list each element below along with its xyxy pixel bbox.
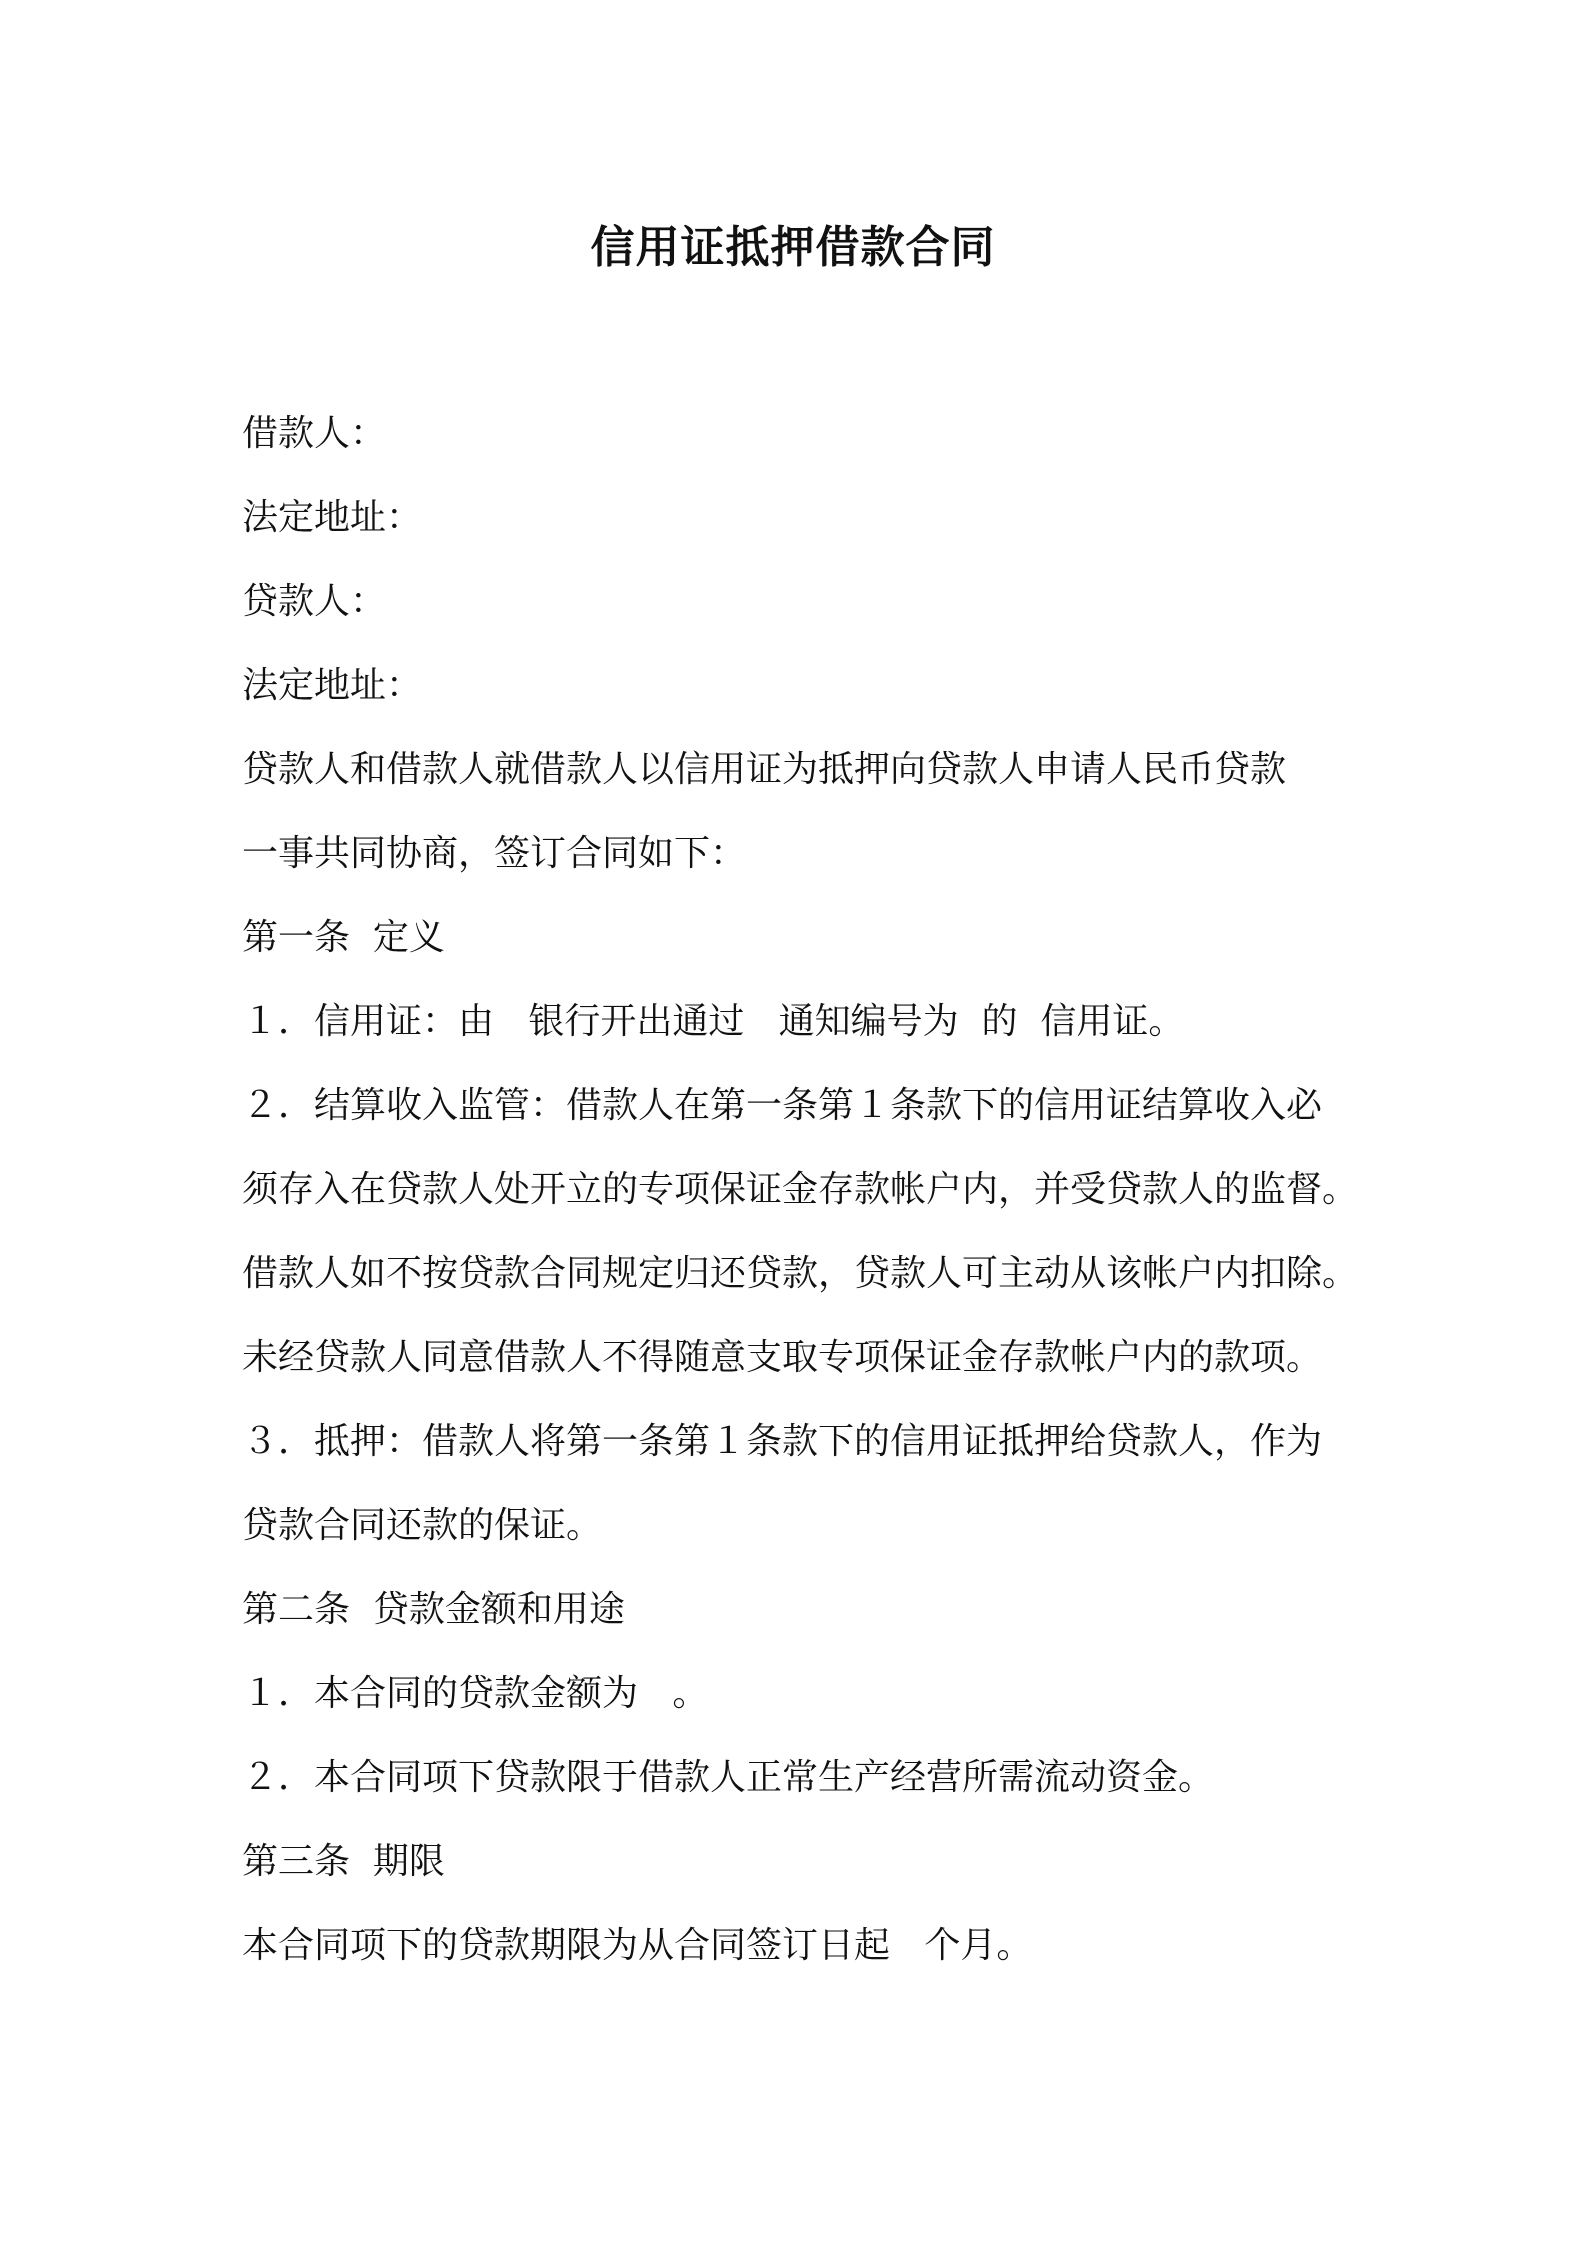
borrower-address-label: 法定地址： bbox=[242, 497, 423, 538]
lender-address-label: 法定地址： bbox=[242, 665, 423, 706]
article-1-line-3: 须存入在贷款人处开立的专项保证金存款帐户内，并受贷款人的监督。 bbox=[242, 1169, 1359, 1210]
article-2-heading: 第二条 贷款金额和用途 bbox=[242, 1589, 625, 1630]
article-1-line-5: 未经贷款人同意借款人不得随意支取专项保证金存款帐户内的款项。 bbox=[242, 1337, 1323, 1378]
article-1-line-7: 贷款合同还款的保证。 bbox=[242, 1505, 603, 1546]
article-2-line-1: １．本合同的贷款金额为 。 bbox=[242, 1673, 709, 1714]
preamble-line-1: 贷款人和借款人就借款人以信用证为抵押向贷款人申请人民币贷款 bbox=[242, 749, 1287, 790]
borrower-label: 借款人： bbox=[242, 413, 387, 454]
article-1-line-4: 借款人如不按贷款合同规定归还贷款，贷款人可主动从该帐户内扣除。 bbox=[242, 1253, 1359, 1294]
preamble-line-2: 一事共同协商，签订合同如下： bbox=[242, 833, 747, 874]
document-title: 信用证抵押借款合同 bbox=[590, 222, 996, 273]
lender-label: 贷款人： bbox=[242, 581, 387, 622]
article-2-line-2: ２．本合同项下贷款限于借款人正常生产经营所需流动资金。 bbox=[242, 1757, 1215, 1798]
article-1-heading: 第一条 定义 bbox=[242, 917, 445, 958]
article-1-line-1: １．信用证：由 银行开出通过 通知编号为 的 信用证。 bbox=[242, 1001, 1185, 1042]
article-3-line-1: 本合同项下的贷款期限为从合同签订日起 个月。 bbox=[242, 1925, 1033, 1966]
article-3-heading: 第三条 期限 bbox=[242, 1841, 445, 1882]
article-1-line-2: ２．结算收入监管：借款人在第一条第１条款下的信用证结算收入必 bbox=[242, 1085, 1323, 1126]
article-1-line-6: ３．抵押：借款人将第一条第１条款下的信用证抵押给贷款人，作为 bbox=[242, 1421, 1323, 1462]
